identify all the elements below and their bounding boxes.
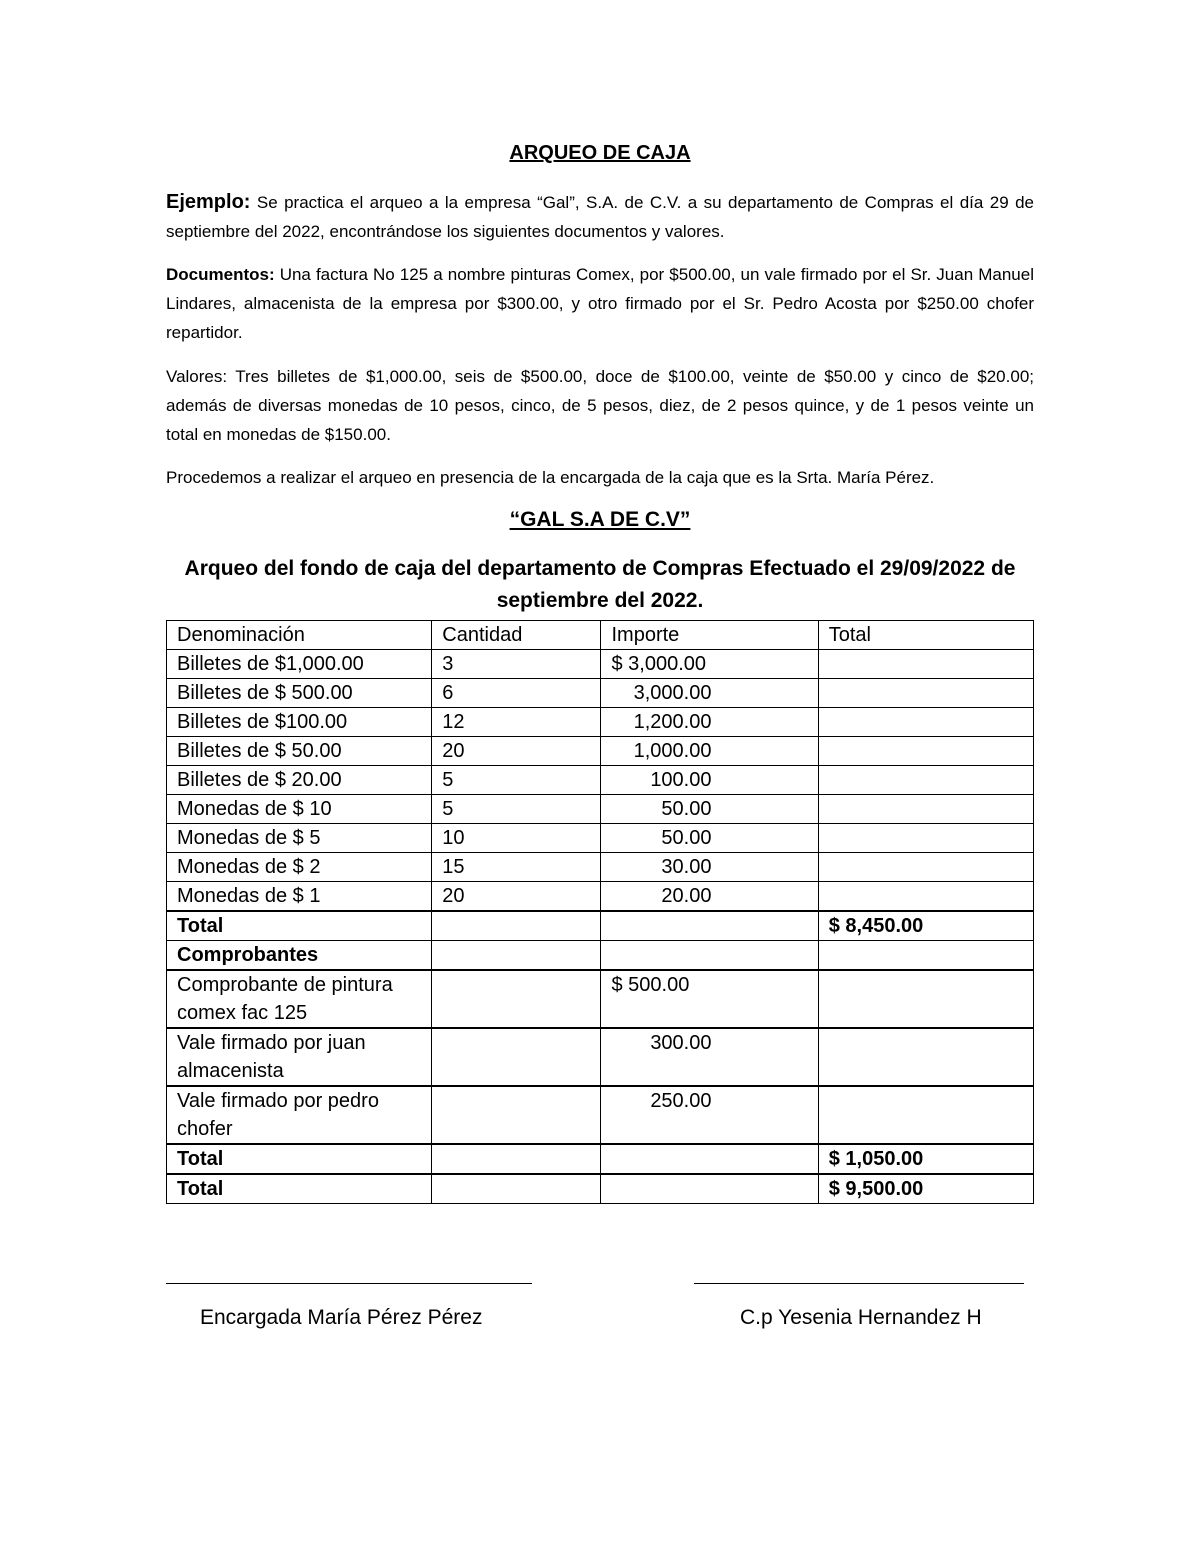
cell-empty — [818, 1086, 1033, 1144]
cell-cantidad: 15 — [432, 853, 601, 882]
cell-denominacion: Billetes de $ 50.00 — [167, 737, 432, 766]
cell-empty — [432, 1086, 601, 1144]
table-row — [167, 824, 1034, 853]
cell-empty — [601, 1174, 818, 1204]
cell-denominacion: Billetes de $1,000.00 — [167, 650, 432, 679]
cell-empty — [818, 941, 1033, 971]
cell-cantidad: 20 — [432, 737, 601, 766]
document-title: ARQUEO DE CAJA — [509, 142, 691, 164]
importe-value: 50.00 — [661, 798, 712, 820]
table-header-row — [167, 621, 1034, 650]
cell-empty — [818, 1028, 1033, 1086]
cell-importe — [601, 795, 818, 824]
documents-lead: Documentos: — [166, 265, 275, 284]
subtotal-row — [167, 911, 1034, 941]
cell-importe — [601, 766, 818, 795]
table-row — [167, 737, 1034, 766]
grand-total-row — [167, 1174, 1034, 1204]
cell-total — [818, 882, 1033, 912]
example-text: Se practica el arqueo a la empresa “Gal”, S.A. de C.V. a su departamento de Compras el día 29 de septiembre del 2022, encontrándose los siguientes documentos y valores. — [166, 193, 1034, 241]
signature-name-left: Encargada María Pérez Pérez — [200, 1306, 483, 1329]
cell-total — [818, 824, 1033, 853]
header-total: Total — [818, 621, 1033, 650]
cell-denominacion: Monedas de $ 1 — [167, 882, 432, 912]
subtotal-label: Total — [167, 911, 432, 941]
arqueo-table — [166, 620, 1034, 1204]
importe-value: 20.00 — [661, 885, 712, 907]
cell-total — [818, 650, 1033, 679]
cell-denominacion: Monedas de $ 5 — [167, 824, 432, 853]
importe-value: 1,000.00 — [633, 740, 712, 762]
example-lead: Ejemplo: — [166, 191, 251, 213]
cell-empty — [432, 1144, 601, 1174]
cell-total — [818, 853, 1033, 882]
documents-text: Una factura No 125 a nombre pinturas Comex, por $500.00, un vale firmado por el Sr. Juan Manuel Lindares, almacenista de la empresa por $300.00, y otro firmado por el Sr. Pedro Acosta por $250.00 chofer repartidor. — [166, 265, 1034, 342]
cell-total — [818, 766, 1033, 795]
grand-total-value: $ 9,500.00 — [818, 1174, 1033, 1204]
comprobantes-header-row — [167, 941, 1034, 971]
procedure-paragraph: Procedemos a realizar el arqueo en presencia de la encargada de la caja que es la Srta. María Pérez. — [166, 468, 935, 487]
importe-value: 1,200.00 — [633, 711, 712, 733]
cell-empty — [432, 911, 601, 941]
cell-empty — [601, 1144, 818, 1174]
comprobantes-total-value: $ 1,050.00 — [818, 1144, 1033, 1174]
documents-paragraph — [166, 260, 1034, 347]
comprobante-row — [167, 1086, 1034, 1144]
cell-denominacion: Billetes de $100.00 — [167, 708, 432, 737]
cell-importe — [601, 1028, 818, 1086]
importe-value: 30.00 — [661, 856, 712, 878]
cell-cantidad: 20 — [432, 882, 601, 912]
cell-total — [818, 795, 1033, 824]
subtotal-value: $ 8,450.00 — [818, 911, 1033, 941]
cell-importe — [601, 679, 818, 708]
comprobante-label: Vale firmado por juan almacenista — [167, 1028, 432, 1086]
signature-name-right: C.p Yesenia Hernandez H — [740, 1306, 982, 1329]
header-importe: Importe — [601, 621, 818, 650]
importe-value: 300.00 — [650, 1032, 712, 1054]
company-name: “GAL S.A DE C.V” — [509, 508, 691, 531]
table-row — [167, 766, 1034, 795]
importe-value: 50.00 — [661, 827, 712, 849]
cell-cantidad: 12 — [432, 708, 601, 737]
comprobante-row — [167, 1028, 1034, 1086]
comprobantes-total-label: Total — [167, 1144, 432, 1174]
cell-importe — [601, 853, 818, 882]
header-denominacion: Denominación — [167, 621, 432, 650]
table-subtitle: Arqueo del fondo de caja del departamento de Compras Efectuado el 29/09/2022 de septiembre del 2022. — [184, 557, 1016, 612]
cell-empty — [432, 1174, 601, 1204]
cell-denominacion: Billetes de $ 20.00 — [167, 766, 432, 795]
cell-cantidad: 5 — [432, 766, 601, 795]
table-row — [167, 882, 1034, 912]
cell-cantidad: 5 — [432, 795, 601, 824]
table-row — [167, 708, 1034, 737]
signature-line-left — [166, 1283, 532, 1284]
cell-empty — [432, 941, 601, 971]
importe-value: $ 3,000.00 — [611, 653, 707, 675]
comprobante-label: Vale firmado por pedro chofer — [167, 1086, 432, 1144]
signature-line-right — [694, 1283, 1024, 1284]
cell-total — [818, 708, 1033, 737]
cell-importe — [601, 824, 818, 853]
cell-importe — [601, 970, 818, 1028]
importe-value: 250.00 — [650, 1090, 712, 1112]
cell-cantidad: 6 — [432, 679, 601, 708]
cell-cantidad: 3 — [432, 650, 601, 679]
importe-value: $ 500.00 — [611, 974, 690, 996]
cell-importe — [601, 882, 818, 912]
cell-importe — [601, 708, 818, 737]
cell-total — [818, 737, 1033, 766]
table-row — [167, 650, 1034, 679]
values-paragraph: Valores: Tres billetes de $1,000.00, seis de $500.00, doce de $100.00, veinte de $50.00 y cinco de $20.00; además de diversas monedas de 10 pesos, cinco, de 5 pesos, diez, de 2 pesos quince, y de 1 pesos veinte un total en monedas de $150.00. — [166, 367, 1034, 444]
cell-empty — [601, 941, 818, 971]
example-paragraph — [166, 188, 1034, 246]
comprobantes-label: Comprobantes — [167, 941, 432, 971]
comprobantes-total-row — [167, 1144, 1034, 1174]
comprobante-label: Comprobante de pintura comex fac 125 — [167, 970, 432, 1028]
table-row — [167, 679, 1034, 708]
cell-importe — [601, 650, 818, 679]
importe-value: 3,000.00 — [633, 682, 712, 704]
cell-empty — [601, 911, 818, 941]
importe-value: 100.00 — [650, 769, 712, 791]
cell-denominacion: Monedas de $ 10 — [167, 795, 432, 824]
cell-empty — [432, 1028, 601, 1086]
cell-denominacion: Billetes de $ 500.00 — [167, 679, 432, 708]
cell-empty — [818, 970, 1033, 1028]
cell-cantidad: 10 — [432, 824, 601, 853]
table-row — [167, 853, 1034, 882]
cell-importe — [601, 737, 818, 766]
cell-empty — [432, 970, 601, 1028]
grand-total-label: Total — [167, 1174, 432, 1204]
comprobante-row — [167, 970, 1034, 1028]
cell-total — [818, 679, 1033, 708]
table-row — [167, 795, 1034, 824]
cell-importe — [601, 1086, 818, 1144]
header-cantidad: Cantidad — [432, 621, 601, 650]
cell-denominacion: Monedas de $ 2 — [167, 853, 432, 882]
